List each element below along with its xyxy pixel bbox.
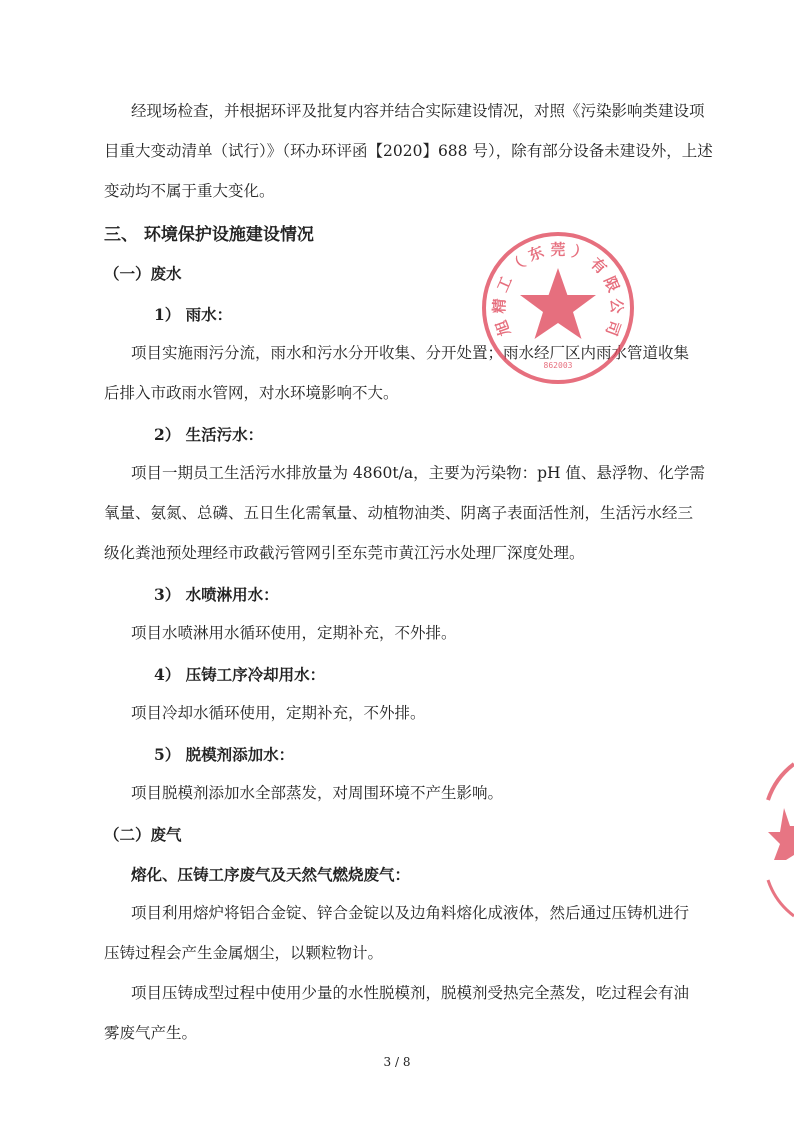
paragraph-line: 氧量、氨氮、总磷、五日生化需氧量、动植物油类、阴离子表面活性剂，生活污水经三 [104, 504, 694, 522]
seal-char: 莞 [550, 240, 566, 259]
paragraph-line: 项目脱模剂添加水全部蒸发，对周围环境不产生影响。 [131, 784, 504, 802]
section-heading: 三、 环境保护设施建设情况 [104, 225, 314, 245]
paragraph-line: 级化粪池预处理经市政截污管网引至东莞市黄江污水处理厂深度处理。 [104, 544, 585, 562]
paragraph-line: 项目一期员工生活污水排放量为 4860t/a，主要为污染物：pH 值、悬浮物、化学需 [131, 464, 705, 482]
seal-char: 限 [600, 273, 623, 295]
paragraph-line: 目重大变动清单（试行）》（环办环评函【2020】688 号），除有部分设备未建设外，上述 [104, 142, 713, 160]
paragraph-line: 项目实施雨污分流，雨水和污水分开收集、分开处置；雨水经厂区内雨水管道收集 [131, 344, 690, 362]
paragraph-line: 变动均不属于重大变化。 [104, 182, 275, 200]
seal-number: 862003 [543, 361, 573, 370]
subsection-heading-wastewater: （一）废水 [104, 264, 182, 283]
item-heading-release-agent: 5） 脱模剂添加水： [154, 745, 295, 764]
seal-char: （ [505, 254, 530, 278]
seal-char: 有 [586, 254, 611, 278]
paragraph-line: 压铸过程会产生金属烟尘，以颗粒物计。 [104, 944, 384, 962]
page-number: 3 / 8 [383, 1055, 411, 1069]
item-heading-domestic: 2） 生活污水： [154, 425, 264, 444]
paragraph-line: 雾废气产生。 [104, 1024, 198, 1042]
seal-char: 公 [607, 298, 626, 314]
company-seal [478, 228, 638, 388]
seal-char: ） [569, 242, 591, 265]
item-heading-spray: 3） 水喷淋用水： [154, 585, 279, 604]
paragraph-line: 经现场检查，并根据环评及批复内容并结合实际建设情况，对照《污染影响类建设项 [131, 102, 705, 120]
seal-char: 司 [601, 317, 624, 339]
seal-char: 工 [493, 273, 516, 295]
paragraph-line: 后排入市政雨水管网，对水环境影响不大。 [104, 384, 399, 402]
bold-heading-melting: 熔化、压铸工序废气及天然气燃烧废气： [131, 865, 411, 884]
paragraph-line: 项目压铸成型过程中使用少量的水性脱模剂，脱模剂受热完全蒸发，吃过程会有油 [131, 984, 690, 1002]
item-heading-cooling: 4） 压铸工序冷却用水： [154, 665, 326, 684]
seal-char: 旭 [492, 317, 515, 339]
seal-char: 东 [525, 242, 547, 265]
paging-seal-star-icon [768, 808, 794, 860]
paragraph-line: 项目利用熔炉将铝合金锭、锌合金锭以及边角料熔化成液体，然后通过压铸机进行 [131, 904, 690, 922]
item-heading-rainwater: 1） 雨水： [154, 305, 233, 324]
subsection-heading-exhaust: （二）废气 [104, 825, 182, 844]
paging-seal [766, 760, 794, 920]
paragraph-line: 项目冷却水循环使用，定期补充，不外排。 [131, 704, 426, 722]
seal-star-icon [520, 268, 596, 339]
seal-char: 精 [490, 298, 509, 314]
paragraph-line: 项目水喷淋用水循环使用，定期补充，不外排。 [131, 624, 457, 642]
